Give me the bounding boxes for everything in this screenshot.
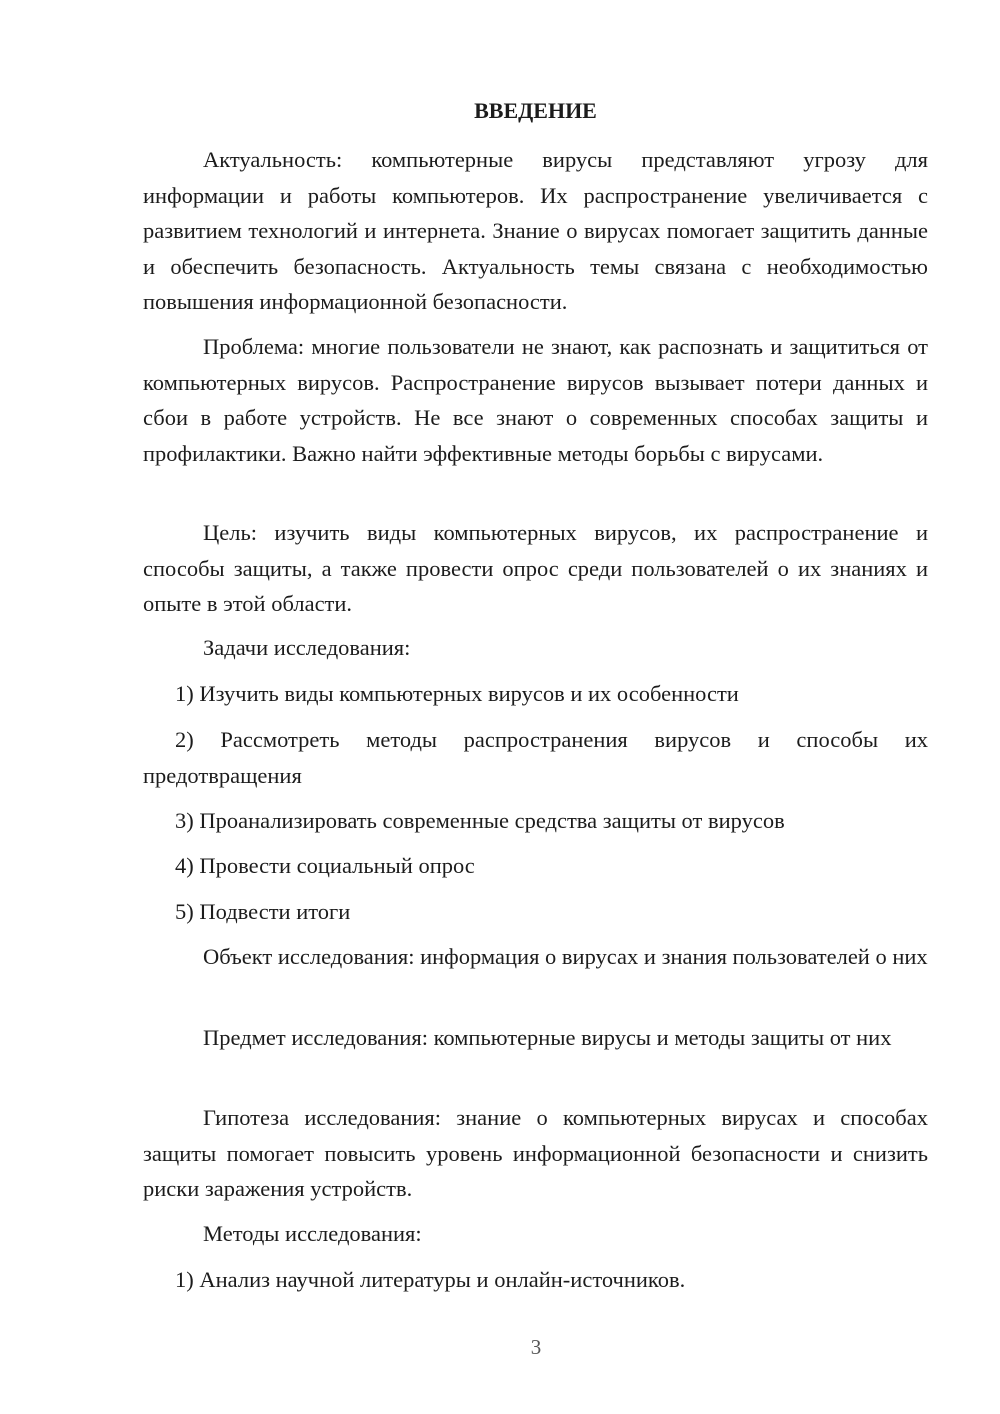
methods-heading: Методы исследования: [203, 1221, 422, 1246]
hypothesis-paragraph: Гипотеза исследования: знание о компьютерных вирусах и способах защиты помогает повысить уровень информационной безопасности и снизить риски заражения устройств. [143, 1105, 928, 1201]
task-item: 5) Подвести итоги [175, 899, 351, 924]
page-number: 3 [530, 1335, 542, 1359]
task-item: 2) Рассмотреть методы распространения вирусов и способы их предотвращения [143, 727, 928, 788]
object-paragraph: Объект исследования: информация о вирусах и знания пользователей о них [203, 944, 928, 969]
subject-paragraph: Предмет исследования: компьютерные вирусы и методы защиты от них [203, 1025, 892, 1050]
relevance-paragraph: Актуальность: компьютерные вирусы представляют угрозу для информации и работы компьютеров. Их распространение увеличивается с развитием технологий и интернета. Знание о вирусах помогает защитить данные и обеспечить безопасность. Актуальность темы связана с необходимостью повышения информационной безопасности. [143, 147, 928, 314]
task-item: 4) Провести социальный опрос [175, 853, 475, 878]
method-item: 1) Анализ научной литературы и онлайн-источников. [175, 1267, 686, 1292]
problem-paragraph: Проблема: многие пользователи не знают, как распознать и защититься от компьютерных вирусов. Распространение вирусов вызывает потери данных и сбои в работе устройств. Не все знают о современных способах защиты и профилактики. Важно найти эффективные методы борьбы с вирусами. [143, 334, 928, 466]
task-item: 3) Проанализировать современные средства защиты от вирусов [175, 808, 785, 833]
task-item: 1) Изучить виды компьютерных вирусов и их особенности [175, 681, 739, 706]
goal-paragraph: Цель: изучить виды компьютерных вирусов, их распространение и способы защиты, а также провести опрос среди пользователей о их знаниях и опыте в этой области. [143, 520, 928, 616]
page-title: ВВЕДЕНИЕ [474, 98, 597, 123]
tasks-heading: Задачи исследования: [203, 635, 411, 660]
